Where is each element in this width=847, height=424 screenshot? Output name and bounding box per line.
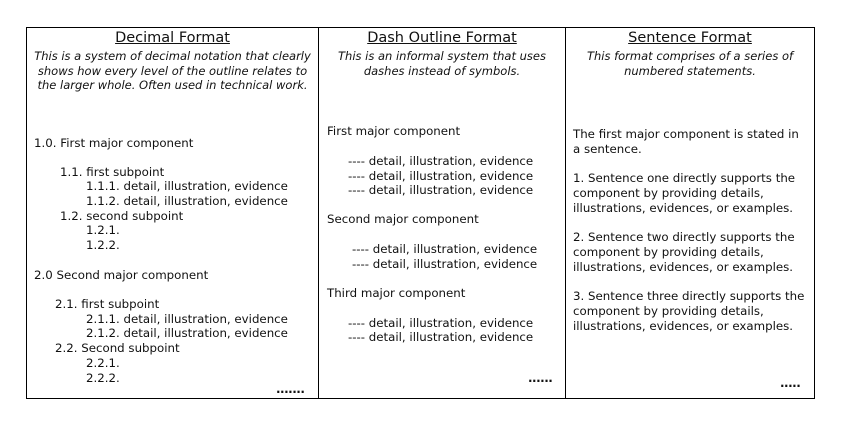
outline-line: 1.2.2. [86, 238, 120, 252]
sentence-paragraph: 3. Sentence three directly supports the component by providing details, illustrations, evidences, or examples. [573, 289, 805, 333]
dash-format-heading: Dash Outline Format [367, 30, 517, 46]
dash-format-description: This is an informal system that uses dashes instead of symbols. [338, 49, 546, 78]
sentence-format-description: This format comprises of a series of numbered statements. [586, 49, 794, 78]
outline-line: Second major component [327, 212, 479, 226]
outline-line: 2.1. first subpoint [55, 297, 160, 311]
outline-line: 1.1. first subpoint [60, 165, 165, 179]
outline-line: 2.2. Second subpoint [55, 341, 180, 355]
outline-line: 2.2.1. [86, 356, 120, 370]
outline-line: 1.1.1. detail, illustration, evidence [86, 179, 288, 193]
decimal-format-description: This is a system of decimal notation that clearly shows how every level of the outline relates to the larger whole. Often used in technical work. [34, 49, 311, 92]
continuation-ellipsis: ...... [528, 371, 553, 385]
outline-line: 1.2. second subpoint [60, 209, 184, 223]
outline-line: 2.1.2. detail, illustration, evidence [86, 326, 288, 340]
outline-line: 1.2.1. [86, 223, 120, 237]
outline-line: ---- detail, illustration, evidence [348, 316, 534, 330]
dash-format-column [319, 28, 566, 398]
outline-line: ---- detail, illustration, evidence [348, 169, 534, 183]
outline-line: ---- detail, illustration, evidence [348, 154, 534, 168]
outline-line: First major component [327, 124, 461, 138]
outline-line: ---- detail, illustration, evidence [352, 242, 538, 256]
outline-line: ---- detail, illustration, evidence [352, 257, 538, 271]
outline-line: 2.0 Second major component [34, 268, 209, 282]
decimal-format-column [27, 28, 319, 398]
decimal-format-heading: Decimal Format [115, 30, 230, 46]
sentence-paragraph: 2. Sentence two directly supports the component by providing details, illustrations, evidences, or examples. [573, 230, 795, 274]
continuation-ellipsis: ....... [276, 382, 305, 396]
sentence-format-heading: Sentence Format [628, 30, 752, 46]
outline-line: 1.0. First major component [34, 136, 194, 150]
outline-line: ---- detail, illustration, evidence [348, 330, 534, 344]
outline-line: ---- detail, illustration, evidence [348, 183, 534, 197]
outline-formats-table [26, 27, 815, 399]
outline-line: 1.1.2. detail, illustration, evidence [86, 194, 288, 208]
sentence-format-column [566, 28, 814, 398]
outline-line: Third major component [327, 286, 466, 300]
outline-line: 2.1.1. detail, illustration, evidence [86, 312, 288, 326]
continuation-ellipsis: ..... [780, 376, 801, 390]
sentence-paragraph: 1. Sentence one directly supports the component by providing details, illustrations, evidences, or examples. [573, 171, 796, 215]
outline-line: 2.2.2. [86, 371, 120, 385]
sentence-paragraph: The first major component is stated in a sentence. [573, 127, 799, 156]
